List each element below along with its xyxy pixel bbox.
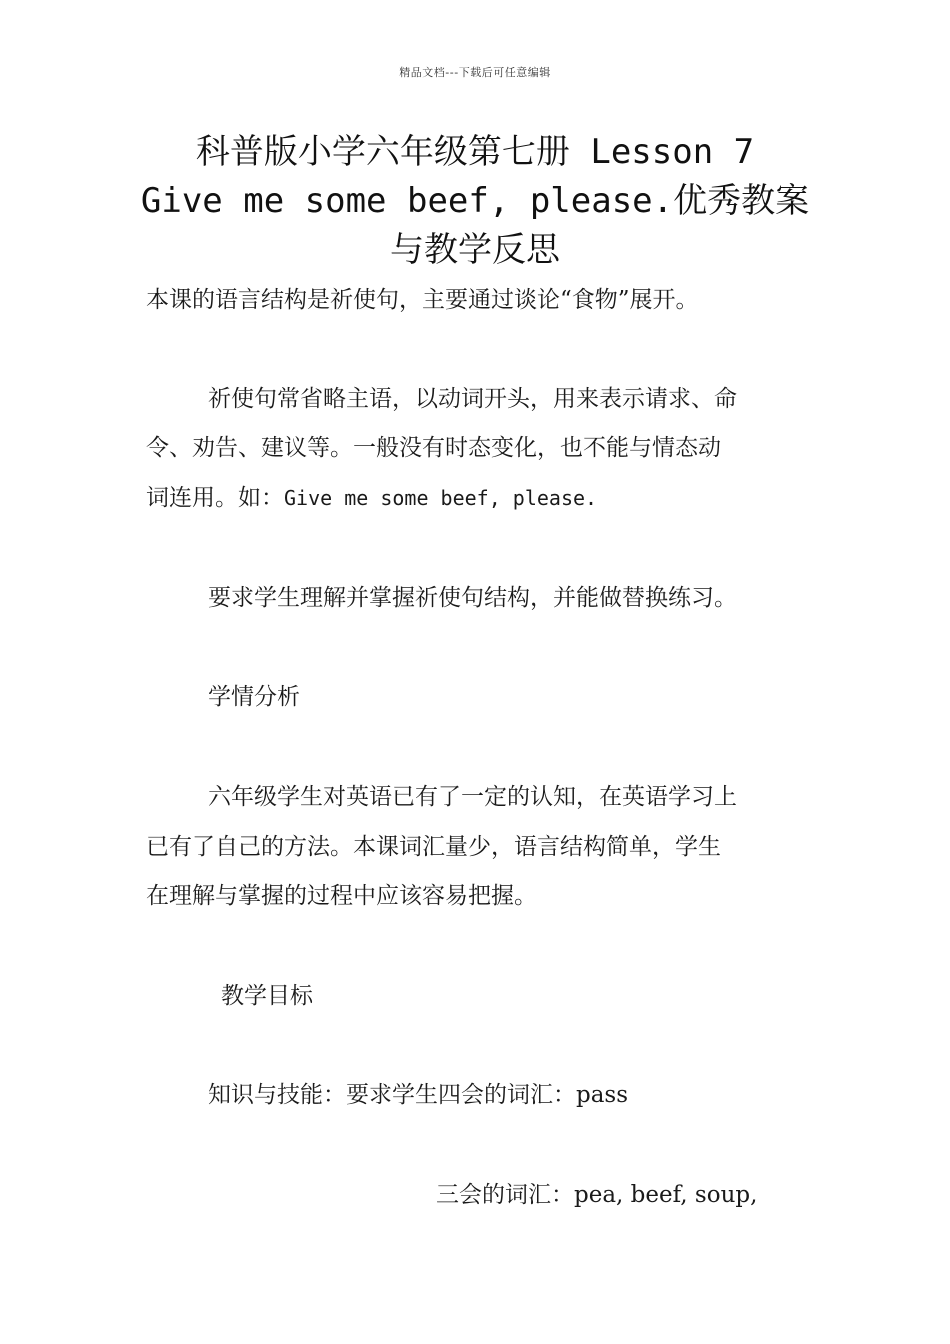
- heading-student-analysis: 学情分析: [208, 684, 300, 710]
- title-line-1: 科普版小学六年级第七册 Lesson 7: [195, 132, 755, 172]
- paragraph-imperative-line-2: 令、劝告、建议等。一般没有时态变化，也不能与情态动: [146, 435, 721, 461]
- title-line-2: Give me some beef, please.优秀教案: [140, 181, 810, 221]
- paragraph-intro: 本课的语言结构是祈使句，主要通过谈论“食物”展开。: [146, 287, 699, 313]
- paragraph-analysis-line-3: 在理解与掌握的过程中应该容易把握。: [146, 883, 537, 909]
- document-title: [140, 128, 810, 275]
- paragraph-analysis-line-2: 已有了自己的方法。本课词汇量少，语言结构简单，学生: [146, 834, 721, 860]
- paragraph-requirement: 要求学生理解并掌握祈使句结构，并能做替换练习。: [208, 585, 737, 611]
- paragraph-three-skill-vocabulary: [146, 1171, 808, 1220]
- paragraph-imperative-line-3: [146, 474, 808, 523]
- page-header-watermark: 精品文档---下载后可任意编辑: [399, 66, 551, 79]
- three-skill-label: 三会的词汇：: [436, 1182, 574, 1208]
- title-line-3: 与教学反思: [390, 230, 560, 270]
- three-skill-words: pea, beef, soup,: [574, 1182, 758, 1208]
- paragraph-analysis-line-1: 六年级学生对英语已有了一定的认知，在英语学习上: [208, 784, 737, 810]
- example-label: 词连用。如：: [146, 485, 284, 511]
- paragraph-knowledge-skills: [146, 1071, 808, 1120]
- example-sentence: Give me some beef, please.: [284, 486, 598, 510]
- paragraph-imperative-line-1: 祈使句常省略主语，以动词开头，用来表示请求、命: [208, 386, 737, 412]
- knowledge-skills-label: 知识与技能：要求学生四会的词汇：: [208, 1082, 576, 1108]
- four-skill-vocabulary: pass: [576, 1082, 629, 1108]
- heading-teaching-objectives: 教学目标: [221, 983, 313, 1009]
